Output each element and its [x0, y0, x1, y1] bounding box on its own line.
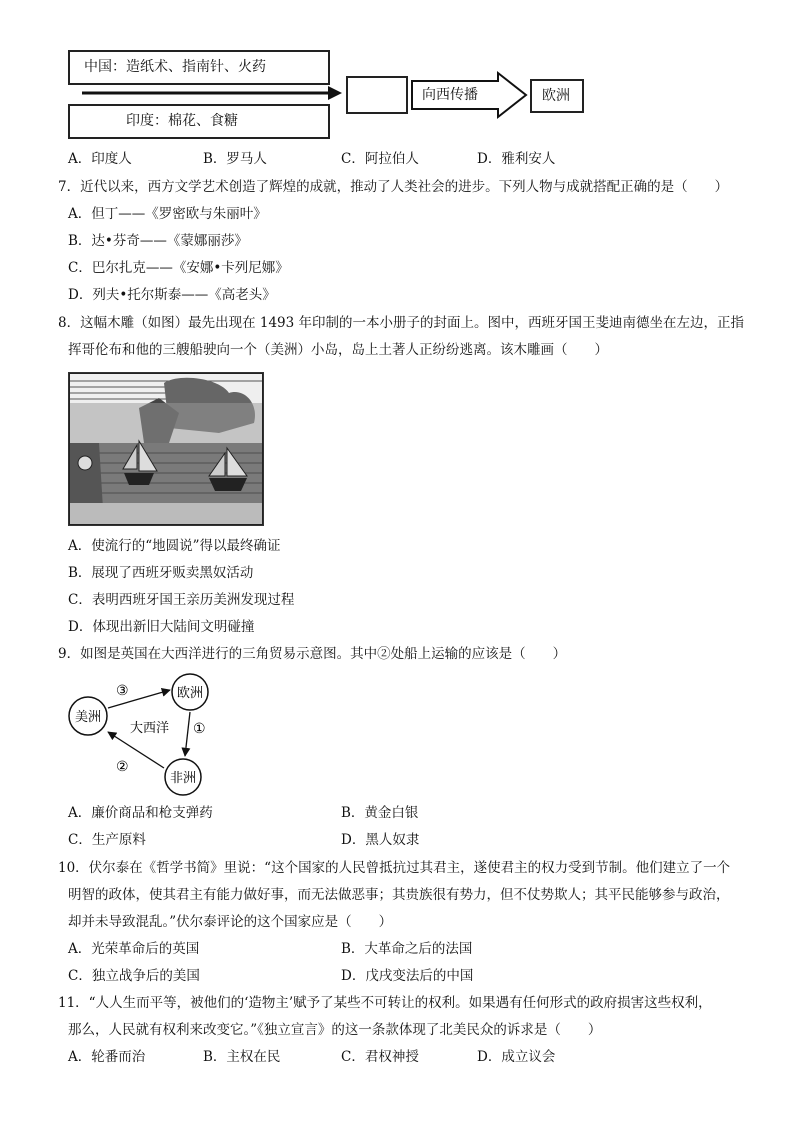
arrow-label: 向西传播 [422, 87, 478, 103]
q7-option-d: D．列夫•托尔斯泰——《高老头》 [68, 287, 276, 303]
q7-option-a: A．但丁——《罗密欧与朱丽叶》 [68, 206, 267, 222]
europe-label: 欧洲 [542, 88, 570, 104]
q11-option-c: C．君权神授 [341, 1049, 419, 1065]
q8-option-d: D．体现出新旧大陆间文明碰撞 [68, 619, 255, 635]
q9-option-c: C．生产原料 [68, 832, 146, 848]
q8-option-a: A．使流行的“地圆说”得以最终确证 [68, 538, 281, 554]
blank-box [346, 76, 408, 114]
america-label: 美洲 [74, 710, 102, 725]
q9-option-d: D．黑人奴隶 [341, 832, 420, 848]
triangle-trade-diagram [60, 670, 240, 800]
arrow-1 [185, 712, 190, 756]
china-label: 中国：造纸术、指南针、火药 [84, 59, 266, 75]
q10-option-c: C．独立战争后的美国 [68, 968, 200, 984]
q6-option-c: C．阿拉伯人 [341, 151, 419, 167]
q6-option-b: B．罗马人 [203, 151, 267, 167]
africa-label: 非洲 [169, 771, 197, 786]
india-label: 印度：棉花、食糖 [126, 113, 238, 129]
q8-stem-line1: 8．这幅木雕（如图）最先出现在 1493 年印制的一本小册子的封面上。图中，西班牙国王斐迪南德坐在左边，正指 [58, 315, 745, 331]
q9-option-b: B．黄金白银 [341, 805, 419, 821]
q6-option-d: D．雅利安人 [477, 151, 556, 167]
q10-option-d: D．戊戌变法后的中国 [341, 968, 474, 984]
q9-stem: 9．如图是英国在大西洋进行的三角贸易示意图。其中②处船上运输的应该是（ ） [58, 646, 567, 662]
europe-label: 欧洲 [176, 686, 204, 701]
q6-option-a: A．印度人 [68, 151, 132, 167]
q11-option-b: B．主权在民 [203, 1049, 281, 1065]
q8-option-b: B．展现了西班牙贩卖黑奴活动 [68, 565, 254, 581]
europe-box [530, 79, 584, 113]
q7-option-c: C．巴尔扎克——《安娜•卡列尼娜》 [68, 260, 289, 276]
q11-stem-line1: 11．“人人生而平等，被他们的‘造物主’赋予了某些不可转让的权利。如果遇有任何形式的政府损害这些权利， [58, 995, 712, 1011]
mark-3: ③ [116, 683, 129, 699]
q7-stem: 7．近代以来，西方文学艺术创造了辉煌的成就，推动了人类社会的进步。下列人物与成就搭配正确的是（ ） [58, 179, 729, 195]
q10-stem-line3: 却并未导致混乱。”伏尔泰评论的这个国家应是（ ） [68, 914, 393, 930]
ocean-label: 大西洋 [130, 721, 170, 736]
q9-option-a: A．廉价商品和枪支弹药 [68, 805, 213, 821]
q10-stem-line1: 10．伏尔泰在《哲学书简》里说：“这个国家的人民曾抵抗过其君主，遂使君主的权力受到节制。他们建立了一个 [58, 860, 731, 876]
mark-1: ① [193, 721, 206, 737]
q11-option-a: A．轮番而治 [68, 1049, 146, 1065]
q10-option-a: A．光荣革命后的英国 [68, 941, 200, 957]
mark-2: ② [116, 759, 129, 775]
woodcut-image [68, 372, 264, 526]
q7-option-b: B．达•芬奇——《蒙娜丽莎》 [68, 233, 248, 249]
q10-stem-line2: 明智的政体，使其君主有能力做好事，而无法做恶事；其贵族很有势力，但不仗势欺人；其平民能够参与政治， [68, 887, 730, 903]
q11-stem-line2: 那么，人民就有权利来改变它。”《独立宣言》的这一条款体现了北美民众的诉求是（ ） [68, 1022, 602, 1038]
q11-option-d: D．成立议会 [477, 1049, 556, 1065]
q8-option-c: C．表明西班牙国王亲历美洲发现过程 [68, 592, 295, 608]
woodcut-illustration [69, 373, 263, 525]
main-arrow-head [328, 86, 342, 100]
q10-option-b: B．大革命之后的法国 [341, 941, 473, 957]
q8-stem-line2: 挥哥伦布和他的三艘船驶向一个（美洲）小岛，岛上土著人正纷纷逃离。该木雕画（ ） [68, 342, 608, 358]
